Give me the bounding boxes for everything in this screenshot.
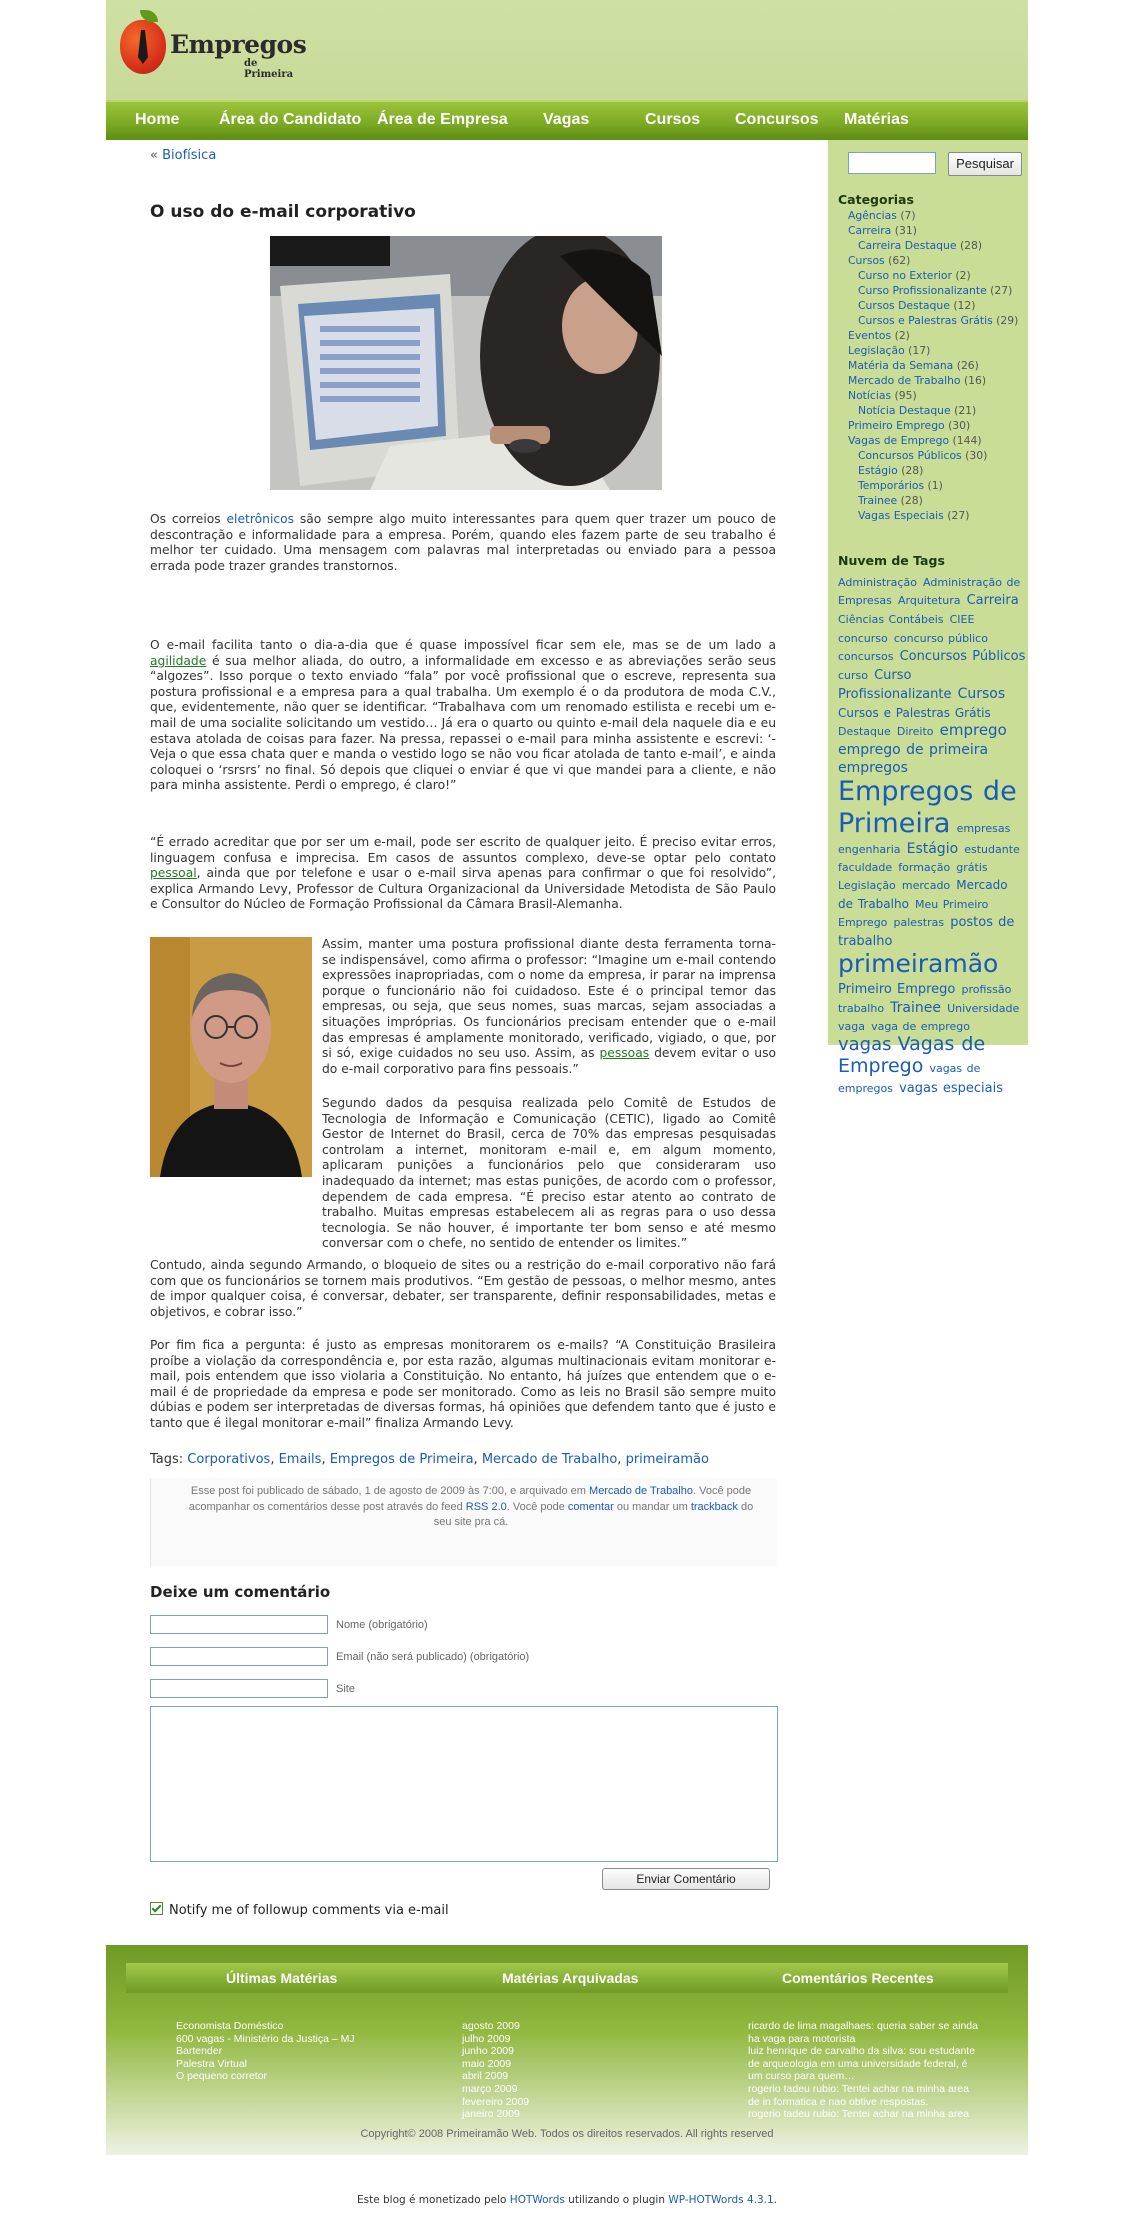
text-run: utilizando o plugin — [564, 2194, 669, 2206]
tag-link[interactable]: engenharia — [838, 842, 901, 856]
copyright: Copyright© 2008 Primeiramão Web. Todos os direitos reservados. All rights reserved — [360, 2128, 774, 2140]
tag-link[interactable]: Legislação — [838, 879, 896, 893]
text-run: , — [473, 1452, 482, 1467]
category-link[interactable]: Agências — [848, 209, 897, 222]
inline-link[interactable]: RSS 2.0 — [465, 1500, 507, 1513]
nav-concursos[interactable]: Concursos — [735, 111, 819, 128]
category-count: (28) — [897, 464, 924, 477]
footer-archive-item[interactable]: maio 2009 — [462, 2057, 512, 2070]
post-tags — [150, 1452, 709, 1467]
category-item — [858, 313, 1018, 328]
email-field[interactable] — [150, 1647, 328, 1666]
footer-archive-item[interactable]: junho 2009 — [462, 2045, 514, 2058]
category-item — [858, 493, 923, 508]
footer-latest-item[interactable]: 600 vagas - Ministério da Justiça – MJ — [176, 2032, 355, 2045]
category-item — [858, 283, 1012, 298]
nav-home[interactable]: Home — [135, 111, 180, 128]
tag-link[interactable]: trabalho — [838, 1001, 885, 1015]
tag-link[interactable]: vaga de emprego — [871, 1020, 971, 1034]
tag-link[interactable]: concurso público — [893, 631, 988, 645]
category-count: (7) — [896, 209, 916, 222]
footer-archives-title: Matérias Arquivadas — [502, 1970, 639, 1986]
submit-comment-button[interactable]: Enviar Comentário — [602, 1868, 770, 1890]
category-item — [858, 268, 971, 283]
text-run: , — [270, 1452, 279, 1467]
tag-link[interactable]: empresas — [956, 821, 1011, 835]
category-item — [858, 403, 976, 418]
text-run: é sua melhor aliada, do outro, a informalidade em excesso e as abreviações serão seus “algozes”. Isso porque o texto enviado “fala” por você profissional que o escreve, representa sua postura profissional e a empresa para a qual trabalha. Um exemplo é o da produtora de moda C.V., que, evidentemente, não quer se identificar. “Trabalhava com um renomado estilista e recebi um e-mail de uma socialite solicitando um vestido… Já era o quarto ou quinto e-mail dela naquele dia e eu estava atolada de coisas para fazer. Na pressa, repassei o e-mail para minha assistente e escrevi: ‘- Veja o que essa chata quer e manda o vestido logo se não vou ficar atolada de tanto e-mail’, e ainda coloquei o ‘rsrsrs’ no final. Só depois que cliquei o enviar é que vi que mandei para a cliente, e não para minha assistente. Perdi o emprego, é claro!” — [150, 653, 776, 793]
category-link[interactable]: Mercado de Trabalho — [848, 374, 961, 387]
category-link[interactable]: Concursos Públicos — [858, 449, 962, 462]
text-run: , — [321, 1452, 330, 1467]
post-meta — [150, 1478, 777, 1566]
footer-latest-item[interactable]: O pequeno corretor — [176, 2070, 268, 2083]
text-run: . — [773, 2194, 778, 2206]
footer-latest-title: Últimas Matérias — [226, 1970, 338, 1986]
hotwords-notice — [106, 2194, 1028, 2206]
category-count: (27) — [986, 284, 1013, 297]
nav-materias[interactable]: Matérias — [844, 111, 909, 128]
footer-comment-item[interactable]: de in formatica e nao obtive respostas. — [748, 2095, 929, 2108]
text-run: , — [617, 1452, 626, 1467]
tag-link[interactable]: Carreira — [966, 593, 1019, 609]
category-item — [848, 223, 917, 238]
text-run: . Você pode — [506, 1500, 568, 1513]
category-count: (17) — [904, 344, 931, 357]
category-item — [848, 373, 986, 388]
inline-link[interactable]: comentar — [567, 1500, 614, 1513]
category-count: (16) — [960, 374, 987, 387]
footer-archive-item[interactable]: julho 2009 — [462, 2032, 511, 2045]
site-field[interactable] — [150, 1679, 328, 1698]
category-count: (27) — [943, 509, 970, 522]
inline-link[interactable]: HOTWords — [509, 2194, 565, 2206]
category-item — [858, 508, 969, 523]
category-count: (21) — [950, 404, 977, 417]
inline-link[interactable]: Mercado de Trabalho — [589, 1485, 693, 1497]
tag-link[interactable]: Cursos e Palestras Grátis — [838, 705, 991, 720]
tag-link[interactable]: emprego — [939, 721, 1007, 740]
category-item — [858, 238, 982, 253]
text-run: , ainda que por telefone e usar o e-mail sirva apenas para confirmar o que foi resolvido”, explica Armando Levy, Professor de Cultura Organizacional da Universidade Metodista de São Paulo e Consultor do Núcleo de Formação Profissional da Câmara Brasil-Alemanha. — [150, 866, 776, 912]
category-link[interactable]: Primeiro Emprego — [848, 419, 945, 432]
tag-link[interactable]: Administração — [838, 576, 917, 589]
category-link[interactable]: Trainee — [858, 494, 898, 507]
nav-vagas[interactable]: Vagas — [543, 111, 590, 128]
tag-link[interactable]: Administração de Empresas — [838, 576, 1021, 608]
footer-comments-list — [748, 2020, 978, 2121]
categories-heading: Categorias — [838, 192, 914, 207]
tag-link[interactable]: grátis — [956, 860, 988, 874]
category-count: (28) — [956, 239, 983, 252]
footer-latest-item[interactable]: Bartender — [176, 2045, 223, 2058]
category-count: (30) — [961, 449, 988, 462]
text-run: Segundo dados da pesquisa realizada pelo Comitê de Estudos de Tecnologia de Informação e Comunicação (CETIC), ligado ao Comitê Gestor de Internet do Brasil, cerca de 70% das empresas pesquisadas controlam a internet, monitoram e-mail e, em algum momento, aplicaram punições a funcionários pelo que consideraram uso inadequado da internet; mas estas punições, de acordo com o professor, dependem de cada empresa. “É preciso estar atento ao contrato de trabalho. Muitas empresas estabelecem ali as regras para o uso dessa tecnologia. Se não houver, é importante ter bom senso e até mesmo conversar com o chefe, no sentido de entender os limites.” — [322, 1096, 776, 1251]
category-item — [858, 298, 976, 313]
text-run: O e-mail facilita tanto o dia-a-dia que é quase impossível ficar sem ele, mas se de um lado a — [150, 638, 776, 652]
tag-link[interactable]: Primeiro Emprego — [838, 981, 956, 997]
category-item — [848, 208, 916, 223]
footer-latest-item[interactable]: Palestra Virtual — [176, 2057, 248, 2070]
site-subname: de Primeira — [244, 58, 294, 80]
text-run: Assim, manter uma postura profissional diante desta ferramenta torna-se indispensável, como afirma o professor: “Imagine um e-mail contendo expressões inapropriadas, com o nome da empresa, ir parar na imprensa porque o funcionário não foi cuidadoso. Este é o principal temor das empresas, ou seja, que seus nomes, suas marcas, sejam associadas a situações impróprias. Os funcionários precisam entender que o e-mail das empresas é amplamente monitorado, verificado, vigiado, o que, por si só, exige cuidados no seu uso. Assim, as — [322, 937, 776, 1061]
footer-comment-item[interactable]: ha vaga para motorista — [748, 2032, 856, 2045]
author-portrait — [150, 937, 312, 1177]
footer-archive-item[interactable]: agosto 2009 — [462, 2020, 520, 2032]
tag-link[interactable]: palestras — [893, 916, 945, 930]
footer-comment-item[interactable]: luiz henrique de carvalho da silva: sou estudante — [748, 2045, 976, 2058]
nav-cursos[interactable]: Cursos — [645, 111, 701, 128]
post-meta-text — [181, 1484, 761, 1531]
category-link[interactable]: Vagas de Emprego — [848, 434, 950, 447]
category-count: (26) — [953, 359, 979, 372]
site-label: Site — [336, 1683, 355, 1695]
inline-link[interactable]: Mercado de Trabalho — [481, 1452, 618, 1467]
footer-comment-item[interactable]: ricardo de lima magalhaes: queria saber se ainda — [748, 2020, 978, 2032]
tag-link[interactable]: Direito — [896, 725, 934, 739]
category-item — [848, 358, 979, 373]
footer-archive-item[interactable]: março 2009 — [462, 2082, 518, 2095]
post-title: O uso do e-mail corporativo — [150, 202, 416, 222]
tag-link[interactable]: Empregos de Primeira — [838, 776, 1017, 839]
footer-archive-item[interactable]: janeiro 2009 — [462, 2108, 520, 2121]
footer-comment-item[interactable]: de arqueologia em uma universidade federal, é — [748, 2057, 968, 2070]
tag-link[interactable]: Meu Primeiro Emprego — [838, 897, 989, 930]
category-link[interactable]: Notícia Destaque — [858, 404, 951, 417]
text-run: Contudo, ainda segundo Armando, o bloqueio de sites ou a restrição do e-mail corporativo não fará com que os funcionários se tornem mais produtivos. “Em gestão de pessoas, o melhor mesmo, antes de impor qualquer coisa, é conversar, debater, ser transparente, definir responsabilidades, metas e objetivos, e cobrar isso.” — [150, 1258, 776, 1319]
tag-link[interactable]: Mercado de Trabalho — [838, 878, 1008, 911]
category-count: (1) — [924, 479, 943, 492]
tag-link[interactable]: Ciências Contábeis — [838, 613, 944, 627]
text-run: devem evitar o uso do e-mail corporativo para fins pessoais.” — [322, 1046, 776, 1076]
tag-link[interactable]: empregos — [838, 760, 908, 777]
tag-link[interactable]: formação — [898, 860, 951, 874]
breadcrumb-arrow: « — [150, 148, 158, 163]
computer-user-photo-icon — [270, 236, 662, 490]
category-link[interactable]: Eventos — [848, 329, 892, 342]
category-count: (144) — [949, 434, 982, 447]
footer-comments-title: Comentários Recentes — [782, 1970, 934, 1986]
category-link[interactable]: Vagas Especiais — [858, 509, 944, 522]
inline-link[interactable]: trackback — [690, 1500, 738, 1513]
category-link[interactable]: Cursos Destaque — [858, 299, 950, 312]
tag-link[interactable]: profissão — [961, 982, 1012, 996]
search-input[interactable] — [848, 152, 936, 174]
category-item — [848, 433, 982, 448]
category-item — [858, 463, 923, 478]
tag-link[interactable]: vagas especiais — [899, 1081, 1003, 1097]
category-link[interactable]: Matéria da Semana — [848, 359, 954, 372]
tag-link[interactable]: estudante — [964, 842, 1020, 856]
nav-area-candidato[interactable]: Área do Candidato — [219, 111, 362, 128]
tag-link[interactable]: postos de trabalho — [838, 915, 1015, 950]
search-button[interactable]: Pesquisar — [948, 152, 1022, 176]
footer-comment-item[interactable]: rogerio tadeu rubio: Tentei achar na minha area — [748, 2108, 970, 2121]
footer-archive-item[interactable]: fevereiro 2009 — [462, 2095, 530, 2108]
comment-form-title: Deixe um comentário — [150, 1583, 331, 1601]
category-item — [858, 448, 987, 463]
tag-link[interactable]: Vagas de Emprego — [838, 1033, 986, 1078]
category-link[interactable]: Estágio — [858, 464, 898, 477]
inline-link[interactable]: WP-HOTWords 4.3.1 — [668, 2194, 774, 2206]
category-link[interactable]: Temporários — [858, 479, 925, 492]
tag-link[interactable]: Cursos — [957, 685, 1006, 702]
category-count: (28) — [897, 494, 923, 507]
tag-link[interactable]: mercado — [901, 879, 951, 893]
post-paragraph-2 — [150, 638, 776, 794]
inline-link[interactable]: Emails — [278, 1452, 322, 1467]
text-run: Os correios — [150, 512, 227, 526]
category-count: (30) — [944, 419, 971, 432]
category-link[interactable]: Curso no Exterior — [858, 269, 952, 282]
sidebar — [828, 140, 1028, 1097]
tag-link[interactable]: Trainee — [890, 999, 941, 1016]
category-item — [848, 328, 910, 343]
tag-link[interactable]: vaga — [838, 1020, 865, 1034]
post-photo — [270, 236, 662, 490]
tag-link[interactable]: concurso — [838, 631, 888, 645]
post-paragraph-6 — [150, 1258, 776, 1320]
notify-option — [150, 1902, 449, 1918]
category-link[interactable]: Notícias — [848, 389, 892, 402]
tag-link[interactable]: faculdade — [838, 860, 893, 874]
footer-latest-item[interactable]: Economista Doméstico — [176, 2020, 284, 2032]
tag-link[interactable]: Estágio — [906, 840, 959, 857]
text-run: Tags: — [150, 1452, 188, 1467]
tag-link[interactable]: Concursos Públicos — [899, 649, 1026, 665]
inline-link[interactable]: Corporativos — [187, 1452, 271, 1467]
main-nav — [106, 100, 1028, 140]
inline-link[interactable]: primeiramão — [625, 1452, 709, 1467]
tag-link[interactable]: vagas de empregos — [838, 1062, 981, 1096]
tag-link[interactable]: concursos — [838, 650, 894, 664]
inline-link[interactable]: pessoas — [599, 1046, 650, 1061]
post-paragraph-7 — [150, 1338, 776, 1432]
breadcrumb — [150, 148, 216, 163]
name-field[interactable] — [150, 1615, 328, 1634]
category-link[interactable]: Cursos — [848, 254, 885, 267]
text-run: “É errado acreditar que por ser um e-mail, pode ser escrito de qualquer jeito. É preciso evitar erros, linguagem confusa e imprecisa. Em casos de assuntos complexo, deve-se optar pelo contato — [150, 835, 776, 865]
tag-cloud — [838, 572, 1026, 1097]
site-name: Empregos — [170, 30, 307, 59]
inline-link[interactable]: eletrônicos — [226, 512, 295, 526]
tag-link[interactable]: emprego de primeira — [838, 741, 989, 758]
text-run: . Você pode acompanhar os comentários desse post através do feed — [188, 1485, 752, 1513]
tag-link[interactable]: curso — [838, 669, 869, 683]
post-paragraph-5a — [322, 1096, 776, 1252]
site-footer — [106, 1945, 1028, 2155]
category-count: (62) — [884, 254, 911, 267]
category-count: (29) — [992, 314, 1019, 327]
text-run: do seu site pra cá. — [433, 1500, 754, 1528]
category-item — [848, 253, 910, 268]
man-portrait-icon — [150, 937, 312, 1177]
category-link[interactable]: Carreira Destaque — [858, 239, 957, 252]
tag-link[interactable]: primeiramão — [838, 949, 999, 979]
name-label: Nome (obrigatório) — [336, 1619, 428, 1631]
category-link[interactable]: Legislação — [848, 344, 905, 357]
category-count: (2) — [891, 329, 910, 342]
tag-cloud-heading: Nuvem de Tags — [838, 553, 945, 568]
category-link[interactable]: Carreira — [848, 224, 892, 237]
category-count: (2) — [951, 269, 971, 282]
footer-latest-list — [176, 2020, 355, 2083]
footer-comment-item[interactable]: rogerio tadeu rubio: Tentei achar na minha area — [748, 2082, 970, 2095]
site-header — [106, 0, 1028, 100]
category-count: (12) — [949, 299, 976, 312]
tag-link[interactable]: CIEE — [949, 613, 975, 627]
category-link[interactable]: Cursos e Palestras Grátis — [858, 314, 993, 327]
comment-textarea[interactable] — [150, 1706, 778, 1862]
text-run: são sempre algo muito interessantes para quem quer trazer um pouco de descontração e informalidade para a empresa. Porém, quando eles fazem parte de seu trabalho é melhor ter cuidado. Uma mensagem com palavras mal interpretadas ou enviado para a pessoa errada pode trazer grandes transtornos. — [150, 512, 776, 573]
tag-link[interactable]: vagas — [838, 1034, 892, 1056]
footer-comment-item[interactable]: um curso para quem… — [748, 2070, 855, 2083]
category-count: (95) — [891, 389, 917, 402]
breadcrumb-link[interactable]: Biofísica — [162, 148, 217, 163]
email-label: Email (não será publicado) (obrigatório) — [336, 1651, 530, 1663]
post-paragraph-1 — [150, 512, 776, 574]
nav-area-empresa[interactable]: Área de Empresa — [377, 111, 508, 128]
post-paragraph-4 — [322, 937, 776, 1077]
inline-link[interactable]: agilidade — [150, 653, 207, 668]
category-count: (31) — [891, 224, 917, 237]
tag-link[interactable]: Curso Profissionalizante — [838, 668, 952, 702]
text-run: Este blog é monetizado pelo — [356, 2194, 510, 2206]
category-item — [848, 418, 970, 433]
footer-archives-list — [462, 2020, 529, 2121]
category-item — [858, 478, 943, 493]
tag-link[interactable]: Destaque — [838, 725, 891, 739]
tag-link[interactable]: Universidade — [947, 1001, 1020, 1015]
footer-archive-item[interactable]: abril 2009 — [462, 2070, 509, 2083]
category-item — [848, 388, 917, 403]
notify-checkbox[interactable] — [150, 1902, 163, 1915]
site-logo[interactable] — [120, 16, 307, 82]
tag-link[interactable]: Arquitetura — [898, 594, 961, 608]
notify-label: Notify me of followup comments via e-mail — [169, 1903, 449, 1918]
post-paragraph-3 — [150, 835, 776, 913]
category-link[interactable]: Curso Profissionalizante — [858, 284, 987, 297]
text-run: ou mandar um — [613, 1500, 691, 1513]
category-item — [848, 343, 930, 358]
text-run: Esse post foi publicado de sábado, 1 de agosto de 2009 às 7:00, e arquivado em — [190, 1485, 590, 1497]
page — [106, 0, 1028, 2232]
inline-link[interactable]: Empregos de Primeira — [329, 1452, 474, 1467]
inline-link[interactable]: pessoal — [150, 866, 197, 881]
text-run: Por fim fica a pergunta: é justo as empresas monitorarem os e-mails? “A Constituição Brasileira proíbe a violação da correspondência e, por esta razão, algumas multinacionais evitam monitorar e-mail, pois entendem que isso violaria a Constituição. No entanto, há juízes que entendem que o e-mail é de propriedade da empresa e pode ser monitorado. Como as leis no Brasil são sempre muito dúbias e podem ser interpretadas de diversas formas, há opiniões que defendem tanto que é justo e tanto que é ilegal monitorar e-mail” finaliza Armando Levy. — [150, 1338, 776, 1430]
